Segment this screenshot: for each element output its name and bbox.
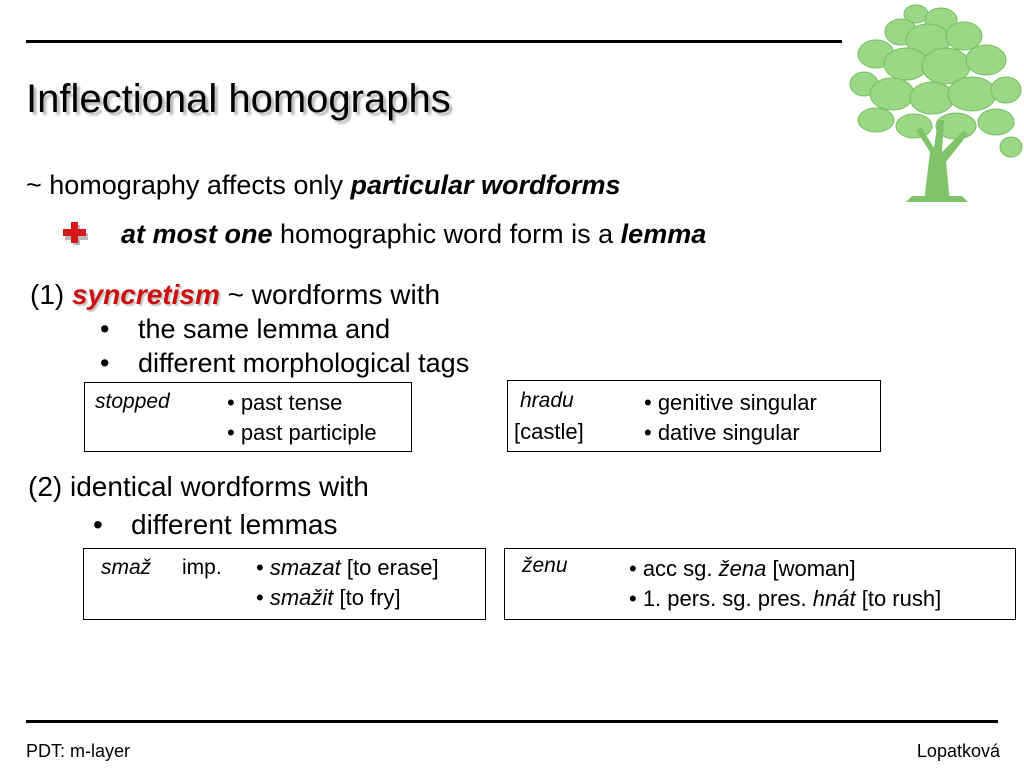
item-gloss: [woman] [766,556,856,581]
example-item [256,583,401,613]
example-word: stopped [95,390,170,413]
plus-emphasis-1: at most one [121,219,273,249]
bottom-rule [26,720,998,723]
example-item: • past participle [227,420,377,445]
item-prefix: • acc sg. [629,556,719,581]
bullet-text: different lemmas [131,509,338,540]
item-prefix: • [256,555,270,580]
example-gloss: [castle] [514,419,584,444]
example-box-smaz [83,548,486,620]
section1-bullet-2 [100,346,469,380]
plus-text: homographic word form is a [272,219,621,249]
example-box-zenu [504,548,1016,620]
example-word: smaž [101,556,152,579]
example-word: ženu [522,554,568,577]
example-item: • dative singular [644,420,800,445]
slide-title: Inflectional homographs [26,77,451,121]
section1-heading [30,278,440,312]
example-item: • past tense [227,390,343,415]
section2-bullet-1 [93,508,337,542]
example-item: • genitive singular [644,390,817,415]
example-box-hradu [507,380,881,452]
tree-illustration [846,2,1024,202]
item-lemma: žena [718,556,767,581]
item-gloss: [to fry] [333,585,401,610]
bullet-glyph: • [93,509,103,540]
section1-text: ~ wordforms with [219,279,441,310]
bullet-text: different morphological tags [138,348,470,378]
example-item [629,584,941,614]
intro-text: ~ homography affects only [26,170,351,200]
example-box-stopped [84,382,412,452]
section1-bullet-1 [100,312,390,346]
plus-line [121,217,706,251]
intro-line [26,168,621,202]
top-rule [26,40,842,43]
bullet-glyph: • [100,314,110,344]
bullet-glyph: • [100,348,110,378]
footer-right: Lopatková [916,741,1000,761]
example-word: hradu [520,389,574,412]
section2-heading: (2) identical wordforms with [28,471,369,502]
plus-icon [60,218,92,250]
intro-emphasis: particular wordforms [350,170,621,200]
footer-left: PDT: m-layer [26,741,131,761]
item-lemma: smažit [269,585,334,610]
item-prefix: • 1. pers. sg. pres. [629,586,813,611]
item-prefix: • [256,585,270,610]
example-tag: imp. [182,556,222,579]
example-item [256,553,439,583]
item-gloss: [to rush] [855,586,942,611]
example-item [629,554,856,584]
item-lemma: smazat [269,555,341,580]
bullet-text: the same lemma and [138,314,391,344]
item-gloss: [to erase] [340,555,439,580]
plus-emphasis-2: lemma [620,219,707,249]
section1-number: (1) [30,279,72,310]
syncretism-term: syncretism [72,279,220,310]
item-lemma: hnát [812,586,856,611]
